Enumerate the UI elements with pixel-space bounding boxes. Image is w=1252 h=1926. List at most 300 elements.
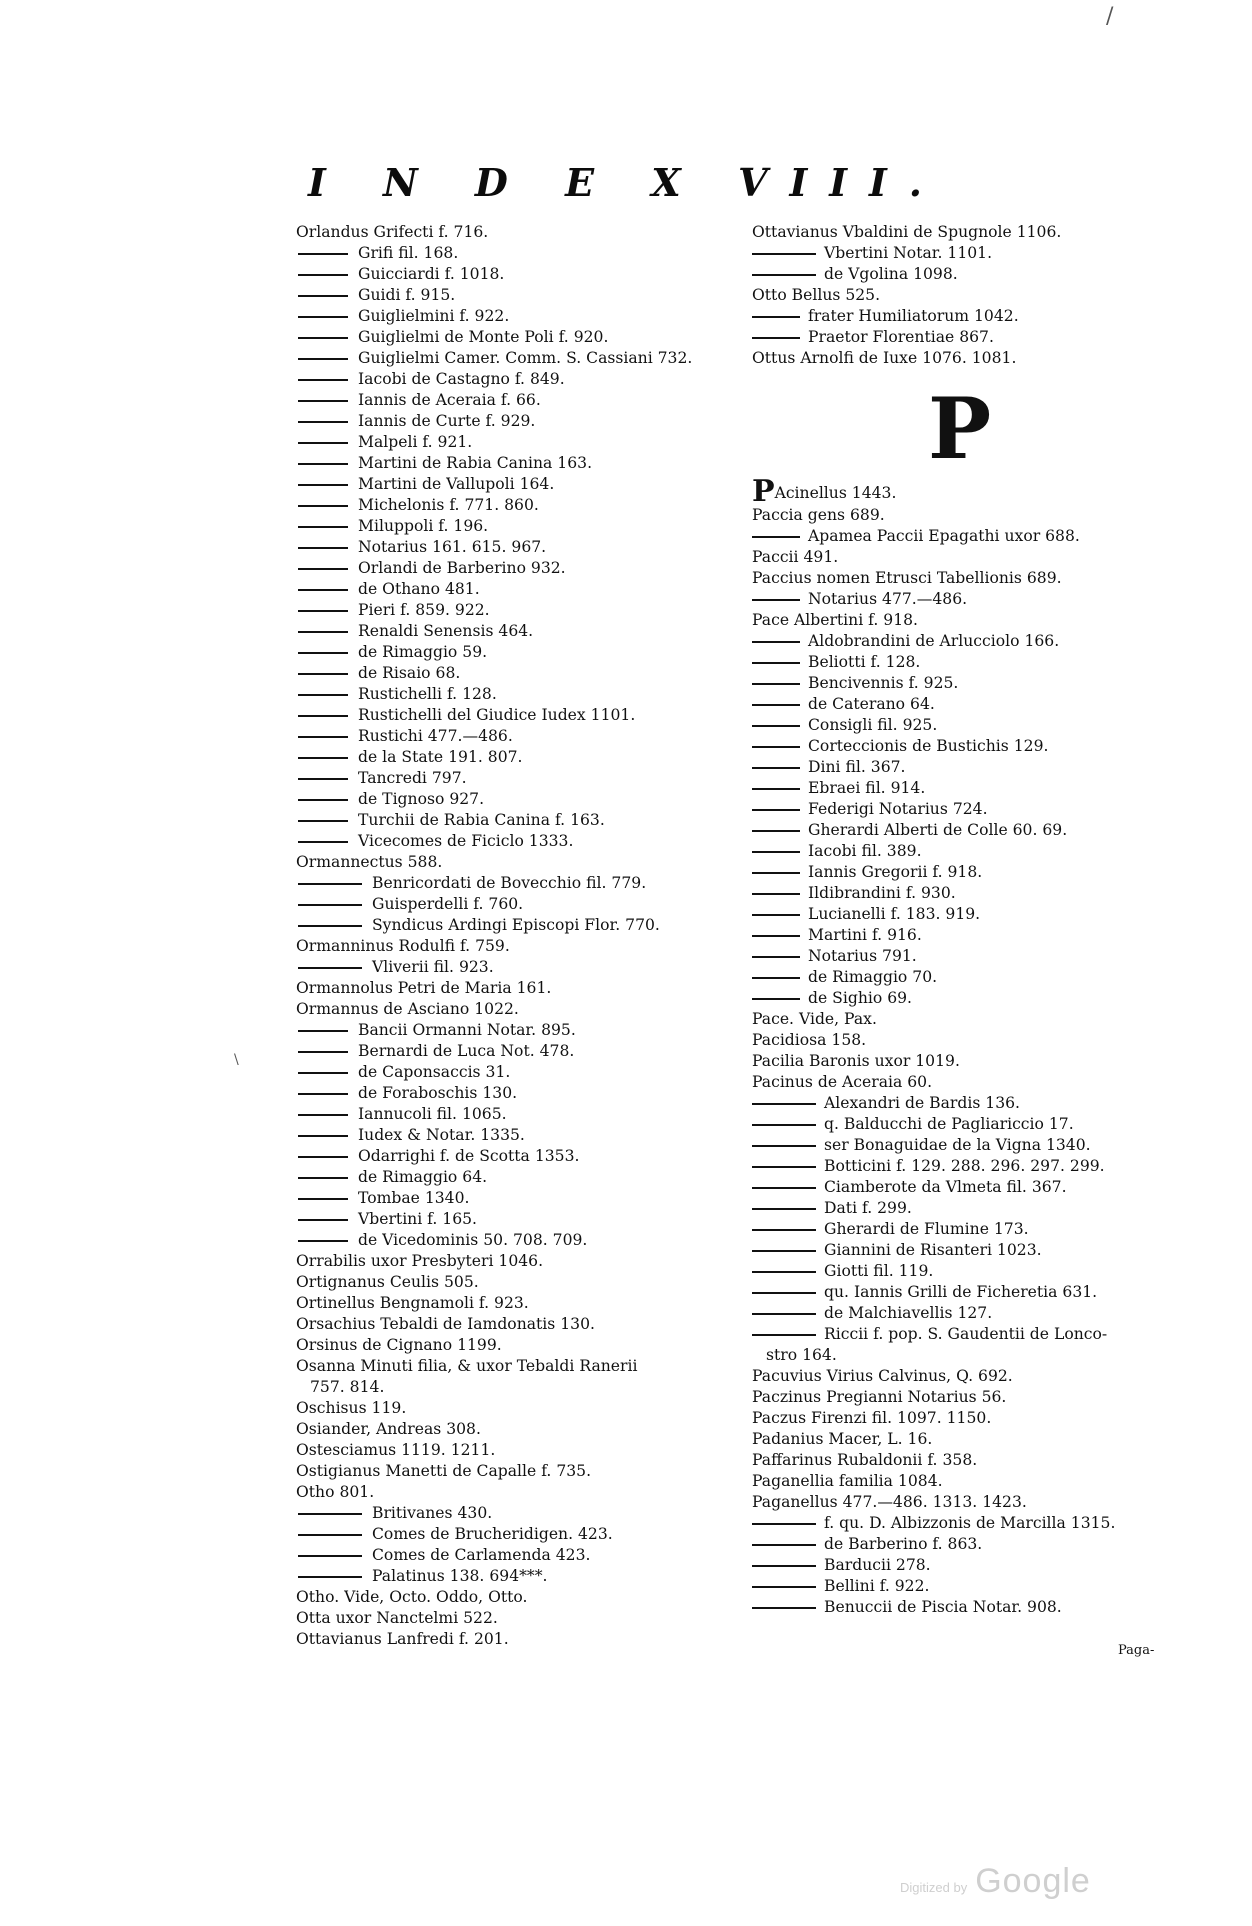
entry-text: Barducii 278. <box>824 1556 931 1574</box>
entry-text: Notarius 477.—486. <box>808 590 968 608</box>
entry-text: de Rimaggio 59. <box>358 643 488 661</box>
index-entry <box>296 1587 734 1608</box>
index-entry <box>296 264 734 285</box>
index-entry <box>752 1135 1184 1156</box>
index-entry <box>296 1545 734 1566</box>
ditto-dash <box>752 316 800 318</box>
index-entry <box>296 243 734 264</box>
entry-text: Otho 801. <box>296 1483 375 1501</box>
index-entry <box>752 1555 1184 1576</box>
entry-text: Dati f. 299. <box>824 1199 912 1217</box>
index-entry <box>752 1366 1184 1387</box>
watermark-google: Google <box>975 1862 1091 1900</box>
entry-text: Martini de Vallupoli 164. <box>358 475 555 493</box>
entry-text: Pacidiosa 158. <box>752 1031 867 1049</box>
entry-text: 757. 814. <box>310 1378 385 1396</box>
right-column <box>752 222 1184 1618</box>
index-entry <box>752 327 1184 348</box>
index-entry <box>752 1219 1184 1240</box>
ditto-dash <box>752 536 800 538</box>
entry-text: Benuccii de Piscia Notar. 908. <box>824 1598 1062 1616</box>
ditto-dash <box>752 767 800 769</box>
entry-text: Miluppoli f. 196. <box>358 517 489 535</box>
entry-text: ser Bonaguidae de la Vigna 1340. <box>824 1136 1091 1154</box>
entry-text: Lucianelli f. 183. 919. <box>808 905 981 923</box>
index-entry <box>296 453 734 474</box>
entry-text: Ortinellus Bengnamoli f. 923. <box>296 1294 529 1312</box>
ditto-dash <box>752 253 816 255</box>
entry-text: Martini de Rabia Canina 163. <box>358 454 593 472</box>
entry-text: Paccii 491. <box>752 548 839 566</box>
index-entry <box>296 789 734 810</box>
entry-text: Tombae 1340. <box>358 1189 470 1207</box>
index-entry <box>296 1419 734 1440</box>
index-entry <box>752 841 1184 862</box>
index-entry <box>752 1492 1184 1513</box>
ditto-dash <box>298 925 362 927</box>
ditto-dash <box>752 788 800 790</box>
index-entry <box>752 1261 1184 1282</box>
entry-text: Corteccionis de Bustichis 129. <box>808 737 1049 755</box>
ditto-dash <box>298 1030 348 1032</box>
ditto-dash <box>298 505 348 507</box>
index-entry <box>296 852 734 873</box>
entry-text: Paffarinus Rubaldonii f. 358. <box>752 1451 978 1469</box>
entry-text: Iannis Gregorii f. 918. <box>808 863 983 881</box>
dropcap-entry <box>752 474 1184 509</box>
entry-text: Odarrighi f. de Scotta 1353. <box>358 1147 580 1165</box>
entry-text: Vicecomes de Ficiclo 1333. <box>358 832 574 850</box>
entry-text: Comes de Brucheridigen. 423. <box>372 1525 613 1543</box>
index-entry <box>752 1534 1184 1555</box>
index-entry <box>752 1051 1184 1072</box>
ditto-dash <box>298 400 348 402</box>
index-entry <box>296 831 734 852</box>
entry-text: Turchii de Rabia Canina f. 163. <box>358 811 605 829</box>
entry-text: de Rimaggio 64. <box>358 1168 488 1186</box>
index-entry <box>752 1072 1184 1093</box>
entry-text: Iannucoli fil. 1065. <box>358 1105 507 1123</box>
index-entry <box>752 694 1184 715</box>
index-entry <box>296 579 734 600</box>
ditto-dash <box>298 358 348 360</box>
entry-text: Orrabilis uxor Presbyteri 1046. <box>296 1252 544 1270</box>
index-entry <box>296 936 734 957</box>
ditto-dash <box>298 1198 348 1200</box>
entry-text: Paccius nomen Etrusci Tabellionis 689. <box>752 569 1062 587</box>
entry-text: Guicciardi f. 1018. <box>358 265 505 283</box>
entry-text: de Tignoso 927. <box>358 790 485 808</box>
index-entry <box>296 915 734 936</box>
entry-text: Guiglielmi de Monte Poli f. 920. <box>358 328 609 346</box>
index-entry <box>752 243 1184 264</box>
entry-text: Notarius 791. <box>808 947 917 965</box>
index-entry <box>752 1303 1184 1324</box>
index-entry <box>752 526 1184 547</box>
index-entry <box>296 747 734 768</box>
entry-text: Michelonis f. 771. 860. <box>358 496 539 514</box>
index-entry <box>296 411 734 432</box>
index-entry <box>296 1104 734 1125</box>
ditto-dash <box>298 694 348 696</box>
entry-text: Bancii Ormanni Notar. 895. <box>358 1021 576 1039</box>
entry-text: Alexandri de Bardis 136. <box>824 1094 1021 1112</box>
index-entry <box>296 1377 734 1398</box>
entry-text: Paganellus 477.—486. 1313. 1423. <box>752 1493 1027 1511</box>
ditto-dash <box>298 526 348 528</box>
entry-text: Ottus Arnolfi de Iuxe 1076. 1081. <box>752 349 1017 367</box>
ditto-dash <box>752 1229 816 1231</box>
entry-text: Iacobi de Castagno f. 849. <box>358 370 565 388</box>
index-entry <box>296 537 734 558</box>
entry-text: Vbertini Notar. 1101. <box>824 244 993 262</box>
entry-text: Tancredi 797. <box>358 769 467 787</box>
right-top-entries <box>752 222 1184 369</box>
ditto-dash <box>298 715 348 717</box>
ditto-dash <box>298 1555 362 1557</box>
ditto-dash <box>752 830 800 832</box>
index-entry <box>296 663 734 684</box>
entry-text: Bernardi de Luca Not. 478. <box>358 1042 575 1060</box>
entry-text: Palatinus 138. 694***. <box>372 1567 548 1585</box>
index-entry <box>296 1566 734 1587</box>
entry-text: Osanna Minuti filia, & uxor Tebaldi Ranerii <box>296 1357 638 1375</box>
entry-text: Praetor Florentiae 867. <box>808 328 994 346</box>
ditto-dash <box>752 1166 816 1168</box>
index-entry <box>296 1608 734 1629</box>
index-entry <box>752 1450 1184 1471</box>
entry-text: Guiglielmi Camer. Comm. S. Cassiani 732. <box>358 349 693 367</box>
index-entry <box>752 348 1184 369</box>
ditto-dash <box>752 1586 816 1588</box>
ditto-dash <box>298 547 348 549</box>
ditto-dash <box>298 673 348 675</box>
ditto-dash <box>298 610 348 612</box>
index-entry <box>296 705 734 726</box>
ditto-dash <box>752 1607 816 1609</box>
entry-text: Pace. Vide, Pax. <box>752 1010 877 1028</box>
index-entry <box>296 1020 734 1041</box>
entry-text: de Barberino f. 863. <box>824 1535 983 1553</box>
watermark-small: Digitized by <box>900 1880 968 1895</box>
entry-text: Ormannectus 588. <box>296 853 443 871</box>
ditto-dash <box>298 841 348 843</box>
ditto-dash <box>298 757 348 759</box>
ditto-dash <box>752 893 800 895</box>
ditto-dash <box>752 1208 816 1210</box>
ditto-dash <box>298 442 348 444</box>
index-entry <box>752 547 1184 568</box>
index-entry <box>296 1083 734 1104</box>
ditto-dash <box>298 1219 348 1221</box>
index-entry <box>296 1209 734 1230</box>
ditto-dash <box>752 956 800 958</box>
ditto-dash <box>752 274 816 276</box>
index-entry <box>296 222 734 243</box>
index-entry <box>752 631 1184 652</box>
ditto-dash <box>298 316 348 318</box>
entry-text: Ildibrandini f. 930. <box>808 884 956 902</box>
index-entry <box>752 1324 1184 1345</box>
index-entry <box>296 516 734 537</box>
index-entry <box>296 1461 734 1482</box>
ditto-dash <box>298 421 348 423</box>
entry-text: Paccia gens 689. <box>752 506 885 524</box>
index-entry <box>752 1198 1184 1219</box>
entry-text: Ortignanus Ceulis 505. <box>296 1273 479 1291</box>
entry-text: Vliverii fil. 923. <box>372 958 494 976</box>
entry-text: de Caponsaccis 31. <box>358 1063 511 1081</box>
index-entry <box>752 715 1184 736</box>
ditto-dash <box>752 851 800 853</box>
index-entry <box>296 495 734 516</box>
entry-text: Notarius 161. 615. 967. <box>358 538 547 556</box>
entry-text: Rustichelli f. 128. <box>358 685 497 703</box>
ditto-dash <box>298 1051 348 1053</box>
index-entry <box>752 1009 1184 1030</box>
ditto-dash <box>752 599 800 601</box>
ditto-dash <box>298 568 348 570</box>
index-entry <box>752 757 1184 778</box>
index-entry <box>752 736 1184 757</box>
entry-text: Benricordati de Bovecchio fil. 779. <box>372 874 647 892</box>
entry-text: Paczus Firenzi fil. 1097. 1150. <box>752 1409 992 1427</box>
index-entry <box>752 946 1184 967</box>
entry-text: Comes de Carlamenda 423. <box>372 1546 591 1564</box>
entry-text: Ostesciamus 1119. 1211. <box>296 1441 496 1459</box>
index-entry <box>296 285 734 306</box>
entry-text: Rustichelli del Giudice Iudex 1101. <box>358 706 636 724</box>
index-entry <box>752 904 1184 925</box>
ditto-dash <box>752 641 800 643</box>
ditto-dash <box>752 1334 816 1336</box>
entry-text: frater Humiliatorum 1042. <box>808 307 1019 325</box>
ditto-dash <box>752 1103 816 1105</box>
entry-text: Ciamberote da Vlmeta fil. 367. <box>824 1178 1067 1196</box>
index-entry <box>296 1167 734 1188</box>
index-entry <box>296 726 734 747</box>
index-entry <box>752 1387 1184 1408</box>
index-entry <box>752 610 1184 631</box>
entry-text: Giotti fil. 119. <box>824 1262 934 1280</box>
ditto-dash <box>298 820 348 822</box>
ditto-dash <box>752 1523 816 1525</box>
index-entry <box>752 883 1184 904</box>
ditto-dash <box>298 904 362 906</box>
ditto-dash <box>752 998 800 1000</box>
entry-text: Riccii f. pop. S. Gaudentii de Lonco- <box>824 1325 1108 1343</box>
index-entry <box>296 894 734 915</box>
entry-text: f. qu. D. Albizzonis de Marcilla 1315. <box>824 1514 1116 1532</box>
index-entry <box>296 1041 734 1062</box>
entry-text: Pacilia Baronis uxor 1019. <box>752 1052 960 1070</box>
index-entry <box>296 390 734 411</box>
ditto-dash <box>752 872 800 874</box>
ditto-dash <box>298 379 348 381</box>
ditto-dash <box>298 484 348 486</box>
entry-text: Bellini f. 922. <box>824 1577 930 1595</box>
index-entry <box>752 1471 1184 1492</box>
entry-text: Aldobrandini de Arlucciolo 166. <box>808 632 1060 650</box>
entry-text: Ebraei fil. 914. <box>808 779 926 797</box>
index-entry <box>752 1597 1184 1618</box>
index-entry <box>752 589 1184 610</box>
entry-text: Britivanes 430. <box>372 1504 493 1522</box>
entry-text: Renaldi Senensis 464. <box>358 622 534 640</box>
index-entry <box>752 967 1184 988</box>
section-letter: P <box>928 379 992 478</box>
entry-text: Orsinus de Cignano 1199. <box>296 1336 502 1354</box>
ditto-dash <box>752 809 800 811</box>
index-entry <box>296 558 734 579</box>
entry-text: Ostigianus Manetti de Capalle f. 735. <box>296 1462 592 1480</box>
entry-text: Dini fil. 367. <box>808 758 906 776</box>
entry-text: Guisperdelli f. 760. <box>372 895 524 913</box>
index-entry <box>296 810 734 831</box>
index-entry <box>296 1230 734 1251</box>
watermark <box>900 1862 1091 1901</box>
ditto-dash <box>298 463 348 465</box>
ditto-dash <box>752 935 800 937</box>
index-entry <box>296 768 734 789</box>
ditto-dash <box>298 967 362 969</box>
ditto-dash <box>298 736 348 738</box>
ditto-dash <box>752 1565 816 1567</box>
dropcap-letter: P <box>752 474 775 509</box>
index-entry <box>296 1440 734 1461</box>
entry-text: Vbertini f. 165. <box>358 1210 478 1228</box>
dropcap-rest: Acinellus 1443. <box>774 484 897 502</box>
entry-text: Iacobi fil. 389. <box>808 842 922 860</box>
index-entry <box>296 1482 734 1503</box>
ditto-dash <box>752 337 800 339</box>
right-bottom-entries <box>752 505 1184 1618</box>
entry-text: Ottavianus Vbaldini de Spugnole 1106. <box>752 223 1062 241</box>
entry-text: Grifi fil. 168. <box>358 244 459 262</box>
margin-mark: \ <box>234 1052 239 1068</box>
entry-text: Consigli fil. 925. <box>808 716 938 734</box>
entry-text: q. Balducchi de Pagliariccio 17. <box>824 1115 1074 1133</box>
entry-text: de Rimaggio 70. <box>808 968 938 986</box>
entry-text: Paczinus Pregianni Notarius 56. <box>752 1388 1007 1406</box>
index-entry <box>296 432 734 453</box>
index-entry <box>296 1398 734 1419</box>
entry-text: Osiander, Andreas 308. <box>296 1420 481 1438</box>
entry-text: de Risaio 68. <box>358 664 461 682</box>
ditto-dash <box>298 883 362 885</box>
index-entry <box>296 1146 734 1167</box>
ditto-dash <box>298 1114 348 1116</box>
index-entry <box>752 652 1184 673</box>
index-entry <box>296 306 734 327</box>
ditto-dash <box>298 1513 362 1515</box>
catchword: Paga- <box>1118 1643 1155 1658</box>
index-entry <box>296 348 734 369</box>
entry-text: Iannis de Aceraia f. 66. <box>358 391 541 409</box>
index-entry <box>296 1272 734 1293</box>
entry-text: de Malchiavellis 127. <box>824 1304 993 1322</box>
index-entry <box>752 778 1184 799</box>
index-entry <box>296 1356 734 1377</box>
index-entry <box>296 600 734 621</box>
entry-text: stro 164. <box>766 1346 837 1364</box>
entry-text: de Caterano 64. <box>808 695 935 713</box>
entry-text: Federigi Notarius 724. <box>808 800 988 818</box>
index-entry <box>296 642 734 663</box>
ditto-dash <box>752 662 800 664</box>
entry-text: Otta uxor Nanctelmi 522. <box>296 1609 498 1627</box>
index-entry <box>296 327 734 348</box>
ditto-dash <box>298 1177 348 1179</box>
ditto-dash <box>752 1250 816 1252</box>
ditto-dash <box>752 746 800 748</box>
index-entry <box>296 873 734 894</box>
ditto-dash <box>298 778 348 780</box>
entry-text: Botticini f. 129. 288. 296. 297. 299. <box>824 1157 1105 1175</box>
section-heading <box>752 369 1184 479</box>
index-entry <box>752 1177 1184 1198</box>
index-entry <box>296 1188 734 1209</box>
ditto-dash <box>298 589 348 591</box>
entry-text: Ormannus de Asciano 1022. <box>296 1000 519 1018</box>
left-column <box>296 222 734 1650</box>
index-entry <box>752 1429 1184 1450</box>
entry-text: Orsachius Tebaldi de Iamdonatis 130. <box>296 1315 595 1333</box>
entry-text: Pieri f. 859. 922. <box>358 601 490 619</box>
entry-text: de Vicedominis 50. 708. 709. <box>358 1231 588 1249</box>
ditto-dash <box>752 1145 816 1147</box>
index-entry <box>752 1114 1184 1135</box>
index-entry <box>752 1240 1184 1261</box>
ditto-dash <box>298 295 348 297</box>
index-entry <box>752 505 1184 526</box>
index-entry <box>296 684 734 705</box>
entry-text: Guiglielmini f. 922. <box>358 307 510 325</box>
ditto-dash <box>298 274 348 276</box>
index-entry <box>296 1629 734 1650</box>
entry-text: de Sighio 69. <box>808 989 912 1007</box>
page-title: I N D E X VIII. <box>307 160 945 205</box>
ditto-dash <box>752 1271 816 1273</box>
ditto-dash <box>752 1544 816 1546</box>
index-entry <box>296 1314 734 1335</box>
ditto-dash <box>752 1313 816 1315</box>
index-entry <box>296 1524 734 1545</box>
ditto-dash <box>298 631 348 633</box>
entry-text: Ormannolus Petri de Maria 161. <box>296 979 552 997</box>
entry-text: Ottavianus Lanfredi f. 201. <box>296 1630 509 1648</box>
entry-text: Bencivennis f. 925. <box>808 674 959 692</box>
index-entry <box>752 1282 1184 1303</box>
index-entry <box>752 568 1184 589</box>
entry-text: Malpeli f. 921. <box>358 433 473 451</box>
index-entry <box>752 264 1184 285</box>
ditto-dash <box>752 704 800 706</box>
index-entry <box>296 621 734 642</box>
index-entry <box>752 285 1184 306</box>
entry-text: Martini f. 916. <box>808 926 922 944</box>
index-entry <box>752 1408 1184 1429</box>
ditto-dash <box>752 1187 816 1189</box>
ditto-dash <box>298 1072 348 1074</box>
ditto-dash <box>298 1534 362 1536</box>
ditto-dash <box>752 914 800 916</box>
entry-text: de Vgolina 1098. <box>824 265 958 283</box>
entry-text: Pacinus de Aceraia 60. <box>752 1073 933 1091</box>
ditto-dash <box>298 1135 348 1137</box>
entry-text: de la State 191. 807. <box>358 748 523 766</box>
ditto-dash <box>298 337 348 339</box>
